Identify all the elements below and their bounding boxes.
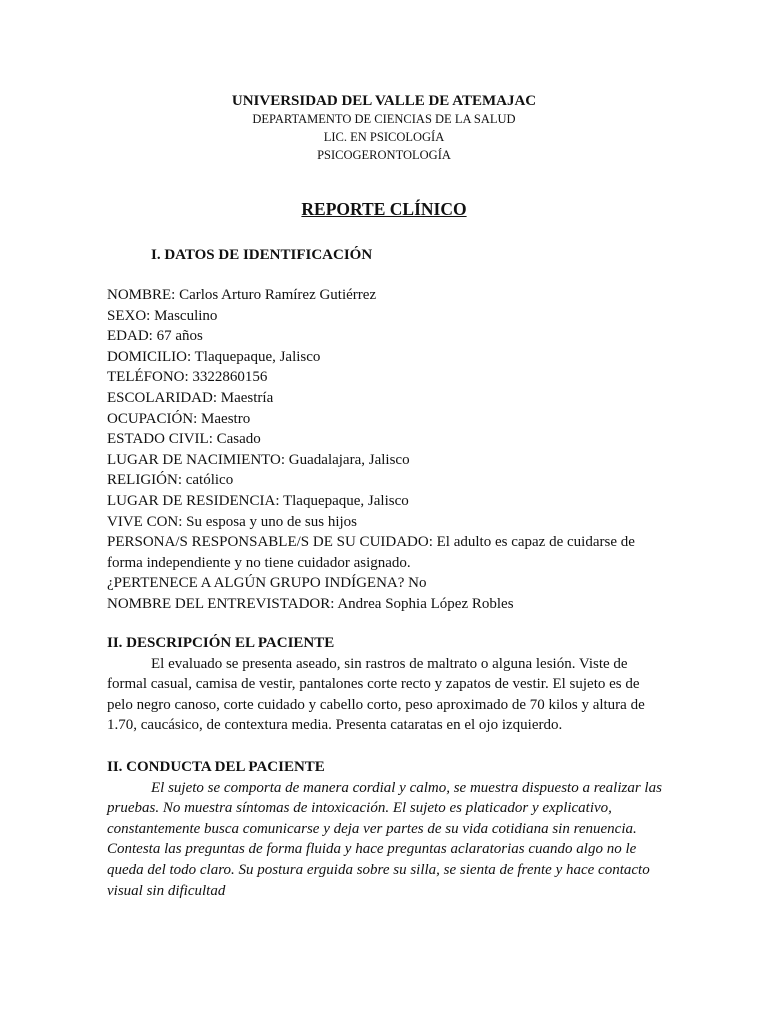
field-telefono: TELÉFONO: 3322860156 bbox=[107, 369, 268, 386]
field-edad: EDAD: 67 años bbox=[107, 328, 203, 345]
field-vive-con: VIVE CON: Su esposa y uno de sus hijos bbox=[107, 513, 357, 530]
field-lugar-nacimiento: LUGAR DE NACIMIENTO: Guadalajara, Jalisco bbox=[107, 451, 410, 468]
field-responsables-cuidado: PERSONA/S RESPONSABLE/S DE SU CUIDADO: El adulto es capaz de cuidarse de forma independiente y no tiene cuidador asignado. bbox=[107, 534, 635, 571]
field-escolaridad: ESCOLARIDAD: Maestría bbox=[107, 389, 274, 406]
conduct-section bbox=[107, 757, 667, 901]
field-sexo: SEXO: Masculino bbox=[107, 307, 218, 324]
identification-fields bbox=[107, 285, 667, 615]
field-religion: RELIGIÓN: católico bbox=[107, 472, 234, 489]
field-lugar-residencia: LUGAR DE RESIDENCIA: Tlaquepaque, Jalisco bbox=[107, 492, 409, 509]
description-body: El evaluado se presenta aseado, sin rastros de maltrato o alguna lesión. Viste de formal casual, camisa de vestir, pantalones corte recto y zapatos de vestir. El sujeto es de pelo negro canoso, corte cuidado y cabello corto, peso aproximado de 70 kilos y altura de 1.70, caucásico, de contextura media. Presenta cataratas en el ojo izquierdo. bbox=[107, 655, 645, 734]
conduct-body: El sujeto se comporta de manera cordial y calmo, se muestra dispuesto a realizar las pruebas. No muestra síntomas de intoxicación. El sujeto es platicador y explicativo, constantemente busca comunicarse y deja ver partes de su vida cotidiana sin renuencia. Contesta las preguntas de forma fluida y hace preguntas aclaratorias cuando algo no le queda del todo claro. Su postura erguida sobre su silla, se sienta de frente y hace contacto visual sin dificultad bbox=[107, 779, 662, 899]
identification-heading: I. DATOS DE IDENTIFICACIÓN bbox=[151, 247, 373, 263]
conduct-heading: II. CONDUCTA DEL PACIENTE bbox=[107, 759, 325, 775]
report-title bbox=[0, 198, 768, 220]
document-header bbox=[0, 92, 768, 164]
field-ocupacion: OCUPACIÓN: Maestro bbox=[107, 410, 251, 427]
field-nombre: NOMBRE: Carlos Arturo Ramírez Gutiérrez bbox=[107, 287, 377, 303]
field-domicilio: DOMICILIO: Tlaquepaque, Jalisco bbox=[107, 348, 321, 365]
description-heading: II. DESCRIPCIÓN EL PACIENTE bbox=[107, 635, 335, 651]
course-name: PSICOGERONTOLOGÍA bbox=[317, 148, 451, 162]
field-grupo-indigena: ¿PERTENECE A ALGÚN GRUPO INDÍGENA? No bbox=[107, 575, 427, 592]
report-title-text: REPORTE CLÍNICO bbox=[301, 199, 467, 219]
program-name: LIC. EN PSICOLOGÍA bbox=[323, 130, 445, 144]
field-entrevistador: NOMBRE DEL ENTREVISTADOR: Andrea Sophia López Robles bbox=[107, 595, 514, 612]
university-name: UNIVERSIDAD DEL VALLE DE ATEMAJAC bbox=[231, 93, 537, 109]
department-name: DEPARTAMENTO DE CIENCIAS DE LA SALUD bbox=[252, 112, 516, 126]
field-estado-civil: ESTADO CIVIL: Casado bbox=[107, 431, 261, 448]
description-section bbox=[107, 633, 667, 736]
